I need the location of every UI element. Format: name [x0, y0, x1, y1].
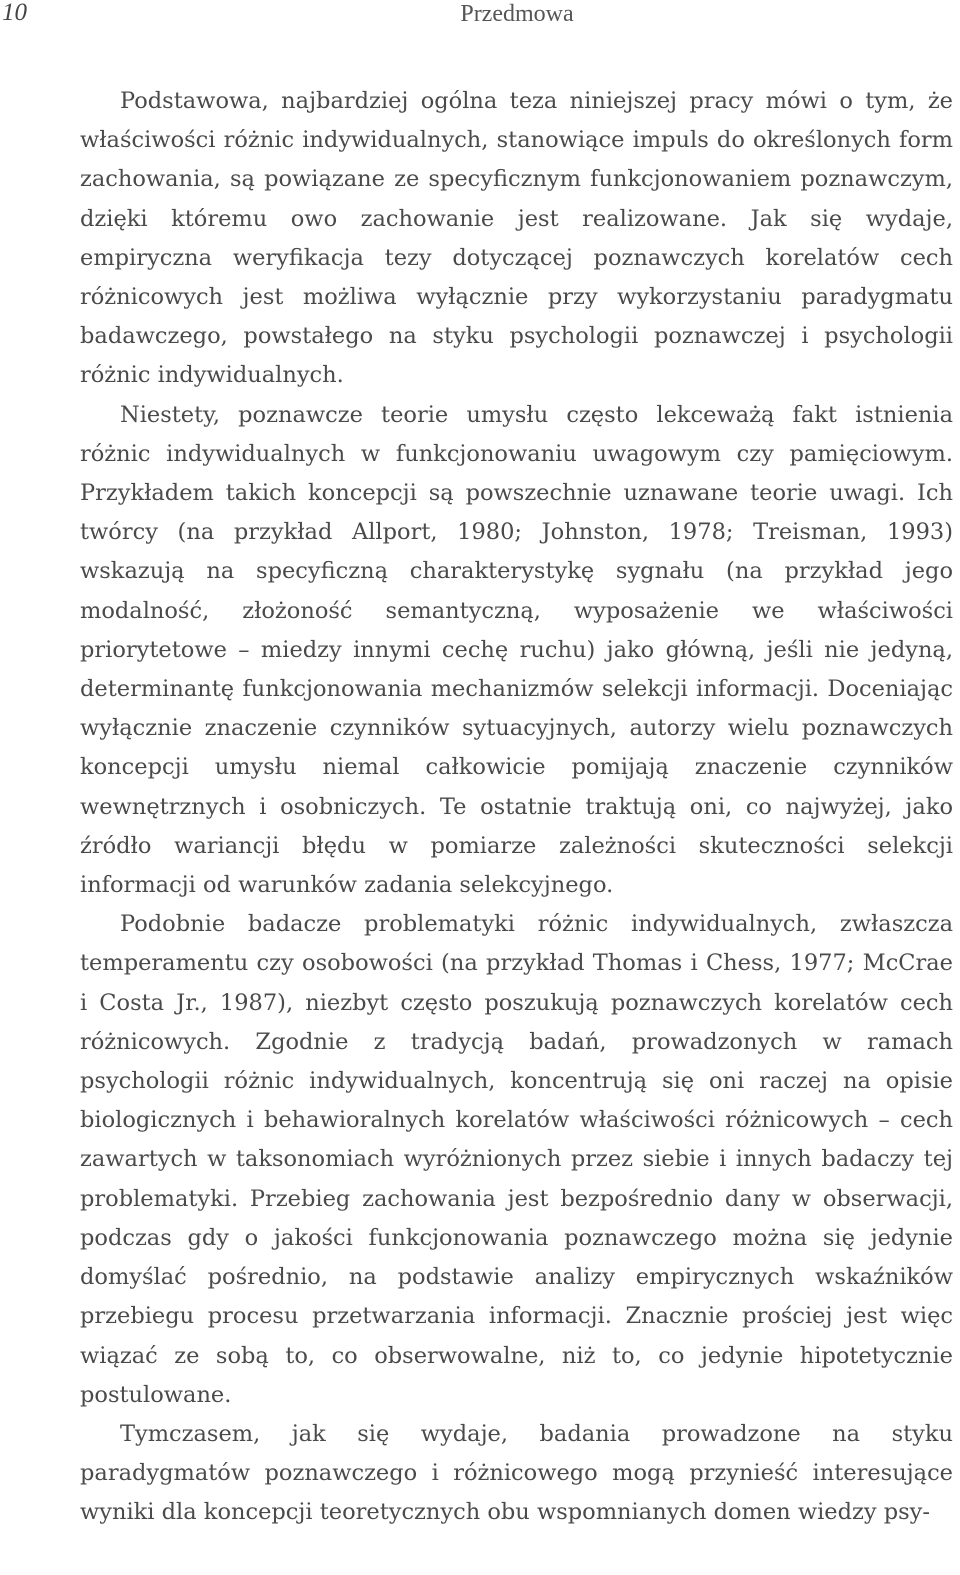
paragraph-1: Podstawowa, najbardziej ogólna teza niniejszej pracy mówi o tym, że właściwości różnic indywidualnych, stanowiące impuls do określonych form zachowania, są powiązane ze specyficznym funkcjonowaniem poznawczym, dzięki któremu owo zachowanie jest realizowane. Jak się wydaje, empiryczna weryfikacja tezy dotyczącej poznawczych korelatów cech różnicowych jest możliwa wyłącznie przy wykorzystaniu paradygmatu badawczego, powstałego na styku psychologii poznawczej i psychologii różnic indywidualnych.	[80, 88, 953, 389]
paragraph-3: Podobnie badacze problematyki różnic indywidualnych, zwłaszcza temperamentu czy osobowości (na przykład Thomas i Chess, 1977; McCrae i Costa Jr., 1987), niezbyt często poszukują poznawczych korelatów cech różnicowych. Zgodnie z tradycją badań, prowadzonych w ramach psychologii różnic indywidualnych, koncentrują się oni raczej na opisie biologicznych i behawioralnych korelatów właściwości różnicowych – cech zawartych w taksonomiach wyróżnionych przez siebie i innych badaczy tej problematyki. Przebieg zachowania jest bezpośrednio dany w obserwacji, podczas gdy o jakości funkcjonowania poznawczego można się jedynie domyślać pośrednio, na podstawie analizy empirycznych wskaźników przebiegu procesu przetwarzania informacji. Znacznie prościej jest więc wiązać ze sobą to, co obserwowalne, niż to, co jedynie hipotetycznie postulowane.	[80, 911, 953, 1408]
paragraph-4: Tymczasem, jak się wydaje, badania prowadzone na styku paradygmatów poznawczego i różnicowego mogą przynieść interesujące wyniki dla koncepcji teoretycznych obu wspomnianych domen wiedzy psy-	[80, 1420, 953, 1526]
paragraph-2: Niestety, poznawcze teorie umysłu często lekceważą fakt istnienia różnic indywidualnych w funkcjonowaniu uwagowym czy pamięciowym. Przykładem takich koncepcji są powszechnie uznawane teorie uwagi. Ich twórcy (na przykład Allport, 1980; Johnston, 1978; Treisman, 1993) wskazują na specyficzną charakterystykę sygnału (na przykład jego modalność, złożoność semantyczną, wyposażenie we właściwości priorytetowe – miedzy innymi cechę ruchu) jako główną, jeśli nie jedyną, determinantę funkcjonowania mechanizmów selekcji informacji. Doceniając wyłącznie znaczenie czynników sytuacyjnych, autorzy wielu poznawczych koncepcji umysłu niemal całkowicie pomijają znaczenie czynników wewnętrznych i osobniczych. Te ostatnie traktują oni, co najwyżej, jako źródło wariancji błędu w pomiarze zależności skuteczności selekcji informacji od warunków zadania selekcyjnego.	[80, 401, 953, 899]
running-head	[0, 0, 960, 30]
page-number: 10	[2, 0, 27, 26]
body-text	[80, 82, 953, 1533]
running-title: Przedmowa	[460, 1, 574, 27]
